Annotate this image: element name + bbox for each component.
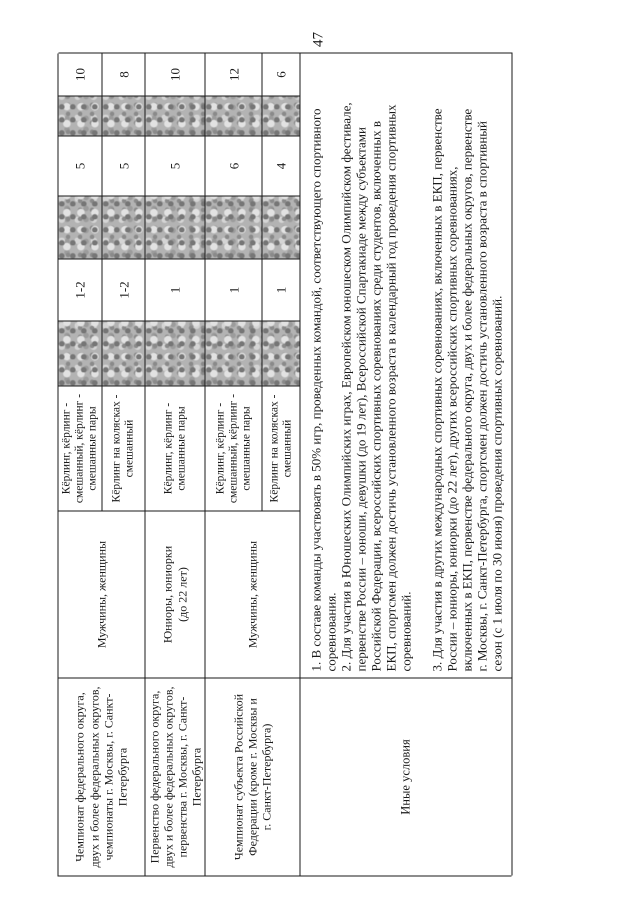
count-value: 6 <box>273 70 288 78</box>
condition-line: включенных в ЕКП, первенстве федерального округа, двух и более федеральных округов, первенстве <box>459 108 474 671</box>
participant-group-cell <box>205 510 300 677</box>
cell-text-line: Федерации (кроме г. Москвы и <box>244 697 259 856</box>
cell-text-line: г. Санкт-Петербурга) <box>259 723 274 830</box>
condition-line: 1. В составе команды участвовать в 50% игр, проведенных командой, соответствующего спортивного <box>308 107 323 671</box>
count-value: 8 <box>115 70 131 78</box>
count-cell <box>58 135 102 195</box>
cell-text-line: Петербурга <box>115 747 130 806</box>
redacted-cell <box>145 95 205 135</box>
participant-group-cell <box>58 510 145 677</box>
competition-name-cell <box>58 677 145 875</box>
condition-line: 2. Для участия в Юношеских Олимпийских играх, Европейском юношеском Олимпийском фестивале, <box>338 101 353 671</box>
condition-line: соревнования. <box>323 591 338 671</box>
condition-line: сезон (с 1 июля по 30 июня) проведения спортивных соревнований. <box>489 295 504 671</box>
cell-text-line: первенства г. Москвы, г. Санкт- <box>174 696 189 857</box>
cell-text-line: Кёрлинг, кёрлинг - <box>161 402 174 494</box>
place-cell <box>102 258 145 320</box>
cell-text-line: смешанный <box>123 419 135 477</box>
cell-text-line: Петербурга <box>188 747 203 806</box>
other-conditions-label-cell <box>300 677 512 875</box>
redacted-cell <box>145 320 205 385</box>
place-value: 1 <box>167 286 182 293</box>
place-cell <box>262 258 300 320</box>
cell-text-line: (до 22 лет) <box>174 566 189 622</box>
condition-paragraph <box>429 108 504 671</box>
page-number: 47 <box>310 31 326 47</box>
redacted-cell <box>58 95 102 135</box>
redacted-cell <box>205 195 262 258</box>
redacted-cell <box>58 195 102 258</box>
count-cell <box>205 135 262 195</box>
other-conditions-text-cell <box>300 52 512 677</box>
condition-paragraph <box>338 102 413 671</box>
cell-text-line: Кёрлинг на колясках - <box>267 394 280 502</box>
cell-text-line: Мужчины, женщины <box>244 540 259 648</box>
count-cell <box>205 52 262 95</box>
cell-text-line: смешанные пары <box>174 405 187 491</box>
cell-text-line: смешанный <box>280 419 293 477</box>
redacted-cell <box>262 195 300 258</box>
count-cell <box>58 52 102 95</box>
count-cell <box>262 52 300 95</box>
place-value: 1-2 <box>115 280 131 299</box>
condition-line: ЕКП, спортсмен должен достичь установленного возраста в календарный год проведения спортивных <box>383 103 398 671</box>
redacted-cell <box>102 95 145 135</box>
condition-line: первенстве России – юноши, девушки (до 19 лет), Всероссийской Спартакиаде между субъектами <box>353 126 368 671</box>
redacted-cell <box>102 195 145 258</box>
discipline-cell <box>102 385 145 510</box>
count-cell <box>262 135 300 195</box>
count-value: 5 <box>167 162 182 169</box>
redacted-cell <box>145 195 205 258</box>
redacted-cell <box>262 95 300 135</box>
cell-text-line: Чемпионат субъекта Российской <box>230 693 245 860</box>
count-cell <box>145 52 205 95</box>
condition-line: г. Москвы, г. Санкт-Петербурга, спортсмен должен достичь установленного возраста в спортивный <box>474 120 489 671</box>
discipline-cell <box>145 385 205 510</box>
cell-text-line: Мужчины, женщины <box>93 540 108 648</box>
discipline-cell <box>262 385 300 510</box>
place-cell <box>205 258 262 320</box>
competition-name-cell <box>205 677 300 875</box>
cell-text-line: смешанный, кёрлинг - <box>226 393 239 503</box>
condition-line: соревнований. <box>398 591 413 671</box>
other-conditions-label: Иные условия <box>398 738 412 815</box>
count-value: 4 <box>273 162 288 169</box>
cell-text-line: смешанный, кёрлинг - <box>73 393 85 503</box>
cell-text-line: Кёрлинг на колясках - <box>110 394 122 502</box>
place-value: 1-2 <box>72 280 87 299</box>
place-cell <box>145 258 205 320</box>
redacted-cell <box>102 320 145 385</box>
count-cell <box>102 52 145 95</box>
cell-text-line: двух и более федеральных округов, <box>86 685 101 868</box>
place-value: 1 <box>273 286 288 293</box>
count-value: 12 <box>225 67 241 81</box>
count-value: 10 <box>167 67 182 81</box>
count-value: 6 <box>225 162 241 169</box>
count-value: 5 <box>115 162 131 169</box>
cell-text-line: чемпионаты г. Москвы, г. Санкт- <box>101 693 115 860</box>
cell-text-line: двух и более федеральных округов, <box>160 685 175 868</box>
count-cell <box>102 135 145 195</box>
count-value: 5 <box>72 162 87 169</box>
condition-line: России – юниоры, юниорки (до 22 лет), других всероссийских спортивных соревнованиях, <box>444 165 459 671</box>
condition-line: 3. Для участия в других международных спортивных соревнованиях, включенных в ЕКП, первенстве <box>429 108 444 671</box>
participant-group-cell <box>145 510 205 677</box>
cell-text-line: Кёрлинг, кёрлинг - <box>60 402 72 494</box>
redacted-cell <box>205 95 262 135</box>
redacted-cell <box>262 320 300 385</box>
count-cell <box>145 135 205 195</box>
cell-text-line: Первенство федерального округа, <box>146 690 161 863</box>
place-value: 1 <box>225 286 241 293</box>
cell-text-line: Чемпионат федерального округа, <box>72 691 87 862</box>
competition-name-cell <box>145 677 205 875</box>
count-value: 10 <box>72 67 87 81</box>
cell-text-line: Кёрлинг, кёрлинг - <box>213 402 226 494</box>
cell-text-line: Юниоры, юниорки <box>160 545 175 643</box>
place-cell <box>58 258 102 320</box>
condition-line: Российской Федерации, всероссийских спортивных соревнованиях среди студентов, включенных в <box>368 120 383 671</box>
discipline-cell <box>205 385 262 510</box>
discipline-cell <box>58 385 102 510</box>
cell-text-line: смешанные пары <box>86 405 98 491</box>
condition-paragraph <box>308 108 338 671</box>
rules-table <box>58 52 512 875</box>
cell-text-line: смешанные пары <box>239 405 252 491</box>
redacted-cell <box>205 320 262 385</box>
redacted-cell <box>58 320 102 385</box>
